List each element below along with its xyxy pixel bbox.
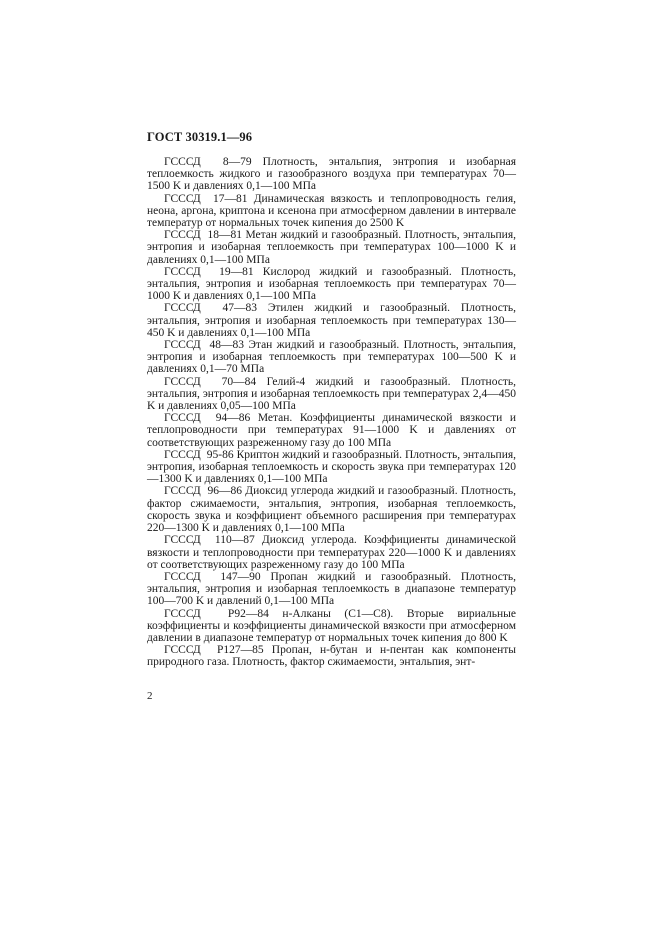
entry-text: Метан. Коэффициенты динамической вязкости и теплопроводности при температурах 91—1000 K и давлениях от соответствующих разреженному газу до 100 МПа xyxy=(147,412,516,449)
entry-text: Этилен жидкий и газообразный. Плотность, энтальпия, энтропия и изобарная теплоемкость при температурах 130—450 K и давлениях 0,1—100 МПа xyxy=(147,302,517,339)
entry-code: ГСССД 8—79 xyxy=(164,156,252,168)
reference-entry xyxy=(147,229,516,266)
reference-entry xyxy=(147,485,516,534)
reference-entry xyxy=(147,266,516,303)
entry-code: ГСССД Р127—85 xyxy=(164,644,264,657)
entry-text: Пропан, н-бутан и н-пентан как компоненты природного газа. Плотность, фактор сжимаемости, энтальпия, энт- xyxy=(147,644,516,669)
reference-entry xyxy=(147,449,516,486)
reference-entry xyxy=(147,534,516,571)
entry-code: ГСССД 94—86 xyxy=(164,412,251,425)
entry-code: ГСССД 17—81 xyxy=(164,192,248,205)
reference-entry xyxy=(147,193,516,230)
entry-text: Гелий-4 жидкий и газообразный. Плотность, энтальпия, энтропия и изобарная теплоемкость при температурах 2,4—450 K и давлениях 0,05—100 МПа xyxy=(147,375,517,413)
entry-text: Кислород жидкий и газообразный. Плотность, энтальпия, энтропия и изобарная теплоемкость при температурах 70—1000 K и давлениях 0,1—100 МПа xyxy=(147,265,516,303)
reference-entry xyxy=(147,571,516,608)
entry-text: Диоксид углерода. Коэффициенты динамической вязкости и теплопроводности при температурах 220—1000 K и давлениях от соответствующих разреженному газу до 100 МПа xyxy=(147,534,517,571)
document-header: ГОСТ 30319.1—96 xyxy=(147,130,253,144)
reference-entry xyxy=(147,302,516,339)
reference-entry xyxy=(147,644,516,668)
entry-text: н-Алканы (С1—С8). Вторые вириальные коэффициенты и коэффициенты динамической вязкости при атмосферном давлении в диапазоне температур от нормальных точек кипения до 800 K xyxy=(147,607,516,644)
entry-text: Диоксид углерода жидкий и газообразный. Плотность, фактор сжимаемости, энтальпия, энтропия, изобарная теплоемкость, скорость звука и коэффициент объемного расширения при температурах 220—1300 K и давлениях 0,1—100 МПа xyxy=(147,485,517,535)
reference-entry xyxy=(147,156,516,193)
entry-code: ГСССД 48—83 xyxy=(164,339,244,352)
entry-text: Этан жидкий и газообразный. Плотность, энтальпия, энтропия и изобарная теплоемкость при температурах 100—500 K и давлениях 0,1—70 МПа xyxy=(147,339,517,376)
entry-text: Плотность, энтальпия, энтропия и изобарная теплоемкость жидкого и газообразного воздуха при температурах 70—1500 K и давлениях 0,1—100 МПа xyxy=(147,156,517,193)
entry-code: ГСССД 47—83 xyxy=(164,302,257,315)
reference-entry xyxy=(147,608,516,645)
entry-code: ГСССД 110—87 xyxy=(164,534,255,547)
reference-list xyxy=(147,156,516,669)
entry-code: ГСССД 96—86 xyxy=(164,485,242,498)
entry-code: ГСССД Р92—84 xyxy=(164,607,269,620)
entry-text: Криптон жидкий и газообразный. Плотность, энтальпия, энтропия, изобарная теплоемкость и скорость звука при температурах 120—1300 K и давлениях 0,1—100 МПа xyxy=(147,448,517,486)
entry-code: ГСССД 70—84 xyxy=(164,375,257,388)
reference-entry xyxy=(147,339,516,376)
page-number: 2 xyxy=(147,690,153,702)
entry-code: ГСССД 95-86 xyxy=(164,448,234,461)
entry-text: Динамическая вязкость и теплопроводность гелия, неона, аргона, криптона и ксенона при атмосферном давлении в интервале температур от нормальных точек кипения до 2500 K xyxy=(147,192,517,230)
entry-code: ГСССД 147—90 xyxy=(164,570,261,583)
reference-entry xyxy=(147,376,516,413)
entry-text: Метан жидкий и газообразный. Плотность, энтальпия, энтропия и изобарная теплоемкость при температурах 100—1000 K и давлениях 0,1—100 МПа xyxy=(147,229,516,266)
entry-code: ГСССД 18—81 xyxy=(164,229,243,242)
entry-code: ГСССД 19—81 xyxy=(164,265,254,278)
reference-entry xyxy=(147,412,516,449)
entry-text: Пропан жидкий и газообразный. Плотность, энтальпия, энтропия и изобарная теплоемкость в диапазоне температур 100—700 K и давлений 0,1—100 МПа xyxy=(147,570,516,608)
